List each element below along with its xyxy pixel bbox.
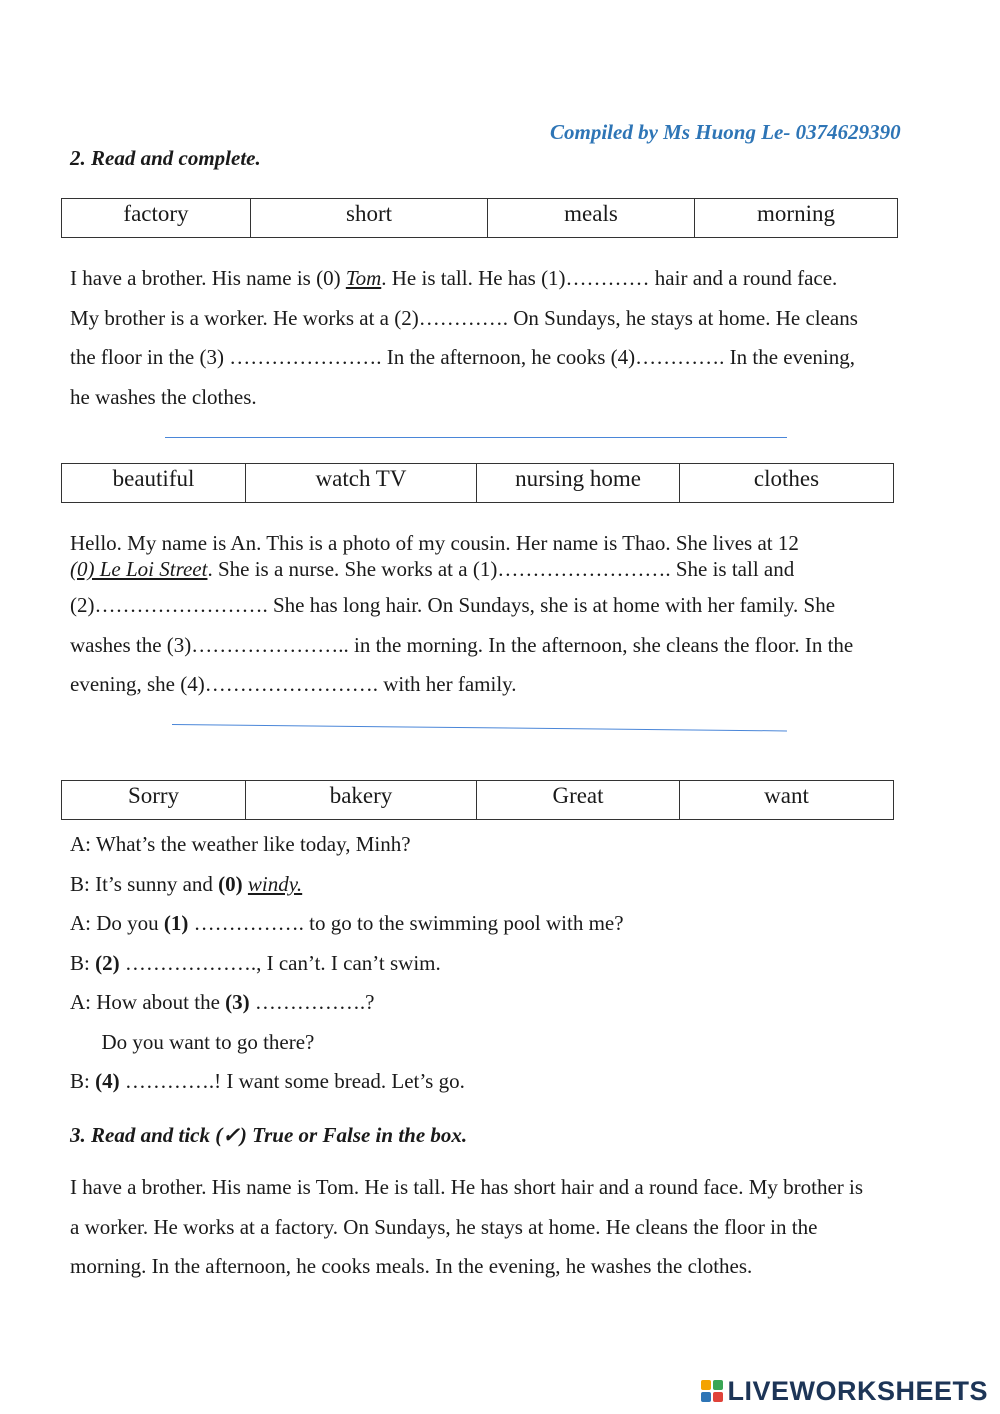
dialogue-line: A: Do you (1) ……………. to go to the swimming pool with me? [70, 911, 624, 935]
example-answer: windy. [247, 871, 303, 896]
separator-line [172, 724, 787, 731]
passage-line: I have a brother. His name is Tom. He is tall. He has short hair and a round face. My brother is [70, 1175, 864, 1199]
dialogue [70, 825, 970, 1102]
passage-1 [70, 259, 970, 417]
word-box-2 [61, 463, 894, 503]
liveworksheets-logo [701, 1376, 988, 1406]
passage-2 [70, 530, 970, 705]
word-cell: want [680, 781, 894, 820]
logo-grid-icon [701, 1380, 723, 1402]
word-cell: watch TV [246, 464, 477, 503]
passage-line: morning. In the afternoon, he cooks meals. In the evening, he washes the clothes. [70, 1254, 753, 1278]
brand-name: LIVEWORKSHEETS [727, 1375, 988, 1406]
compiler-credit: Compiled by Ms Huong Le- 0374629390 [550, 120, 901, 144]
word-cell: morning [695, 199, 898, 238]
passage-3 [70, 1168, 970, 1287]
word-box-1 [61, 198, 898, 238]
passage-line: evening, she (4)……………………. with her family. [70, 672, 517, 696]
dialogue-line: Do you want to go there? [70, 1029, 315, 1054]
example-answer: Tom [345, 266, 382, 290]
dialogue-line: B: It’s sunny and (0) windy. [70, 871, 303, 896]
passage-line: washes the (3)………………….. in the morning. In the afternoon, she cleans the floor. In the [70, 632, 854, 657]
passage-line: a worker. He works at a factory. On Sundays, he stays at home. He cleans the floor in the [70, 1214, 818, 1239]
separator-line [165, 437, 787, 438]
word-box-3 [61, 780, 894, 820]
example-answer: (0) Le Loi Street [70, 557, 208, 581]
word-cell: Sorry [62, 781, 246, 820]
passage-line: (0) Le Loi Street. She is a nurse. She works at a (1)……………………. She is tall and [70, 557, 795, 581]
passage-line: Hello. My name is An. This is a photo of my cousin. Her name is Thao. She lives at 12 [70, 531, 799, 555]
word-cell: nursing home [477, 464, 680, 503]
dialogue-line: A: What’s the weather like today, Minh? [70, 832, 411, 856]
word-cell: meals [488, 199, 695, 238]
dialogue-line: A: How about the (3) …………….? [70, 990, 375, 1014]
section-3-heading: 3. Read and tick (✓) True or False in the box. [70, 1123, 468, 1147]
word-cell: clothes [680, 464, 894, 503]
passage-line: the floor in the (3) …………………. In the afternoon, he cooks (4)…………. In the evening, [70, 345, 855, 369]
section-2-heading: 2. Read and complete. [70, 146, 261, 170]
dialogue-line: B: (2) ………………., I can’t. I can’t swim. [70, 950, 441, 975]
word-cell: short [251, 199, 488, 238]
passage-line: My brother is a worker. He works at a (2)…………. On Sundays, he stays at home. He cleans [70, 305, 858, 330]
passage-line: (2)……………………. She has long hair. On Sundays, she is at home with her family. She [70, 593, 836, 617]
word-cell: Great [477, 781, 680, 820]
dialogue-line: B: (4) ………….! I want some bread. Let’s go. [70, 1069, 465, 1093]
word-cell: bakery [246, 781, 477, 820]
word-cell: factory [62, 199, 251, 238]
word-cell: beautiful [62, 464, 246, 503]
passage-line: I have a brother. His name is (0) Tom. He is tall. He has (1)………… hair and a round face. [70, 266, 838, 290]
passage-line: he washes the clothes. [70, 384, 257, 409]
